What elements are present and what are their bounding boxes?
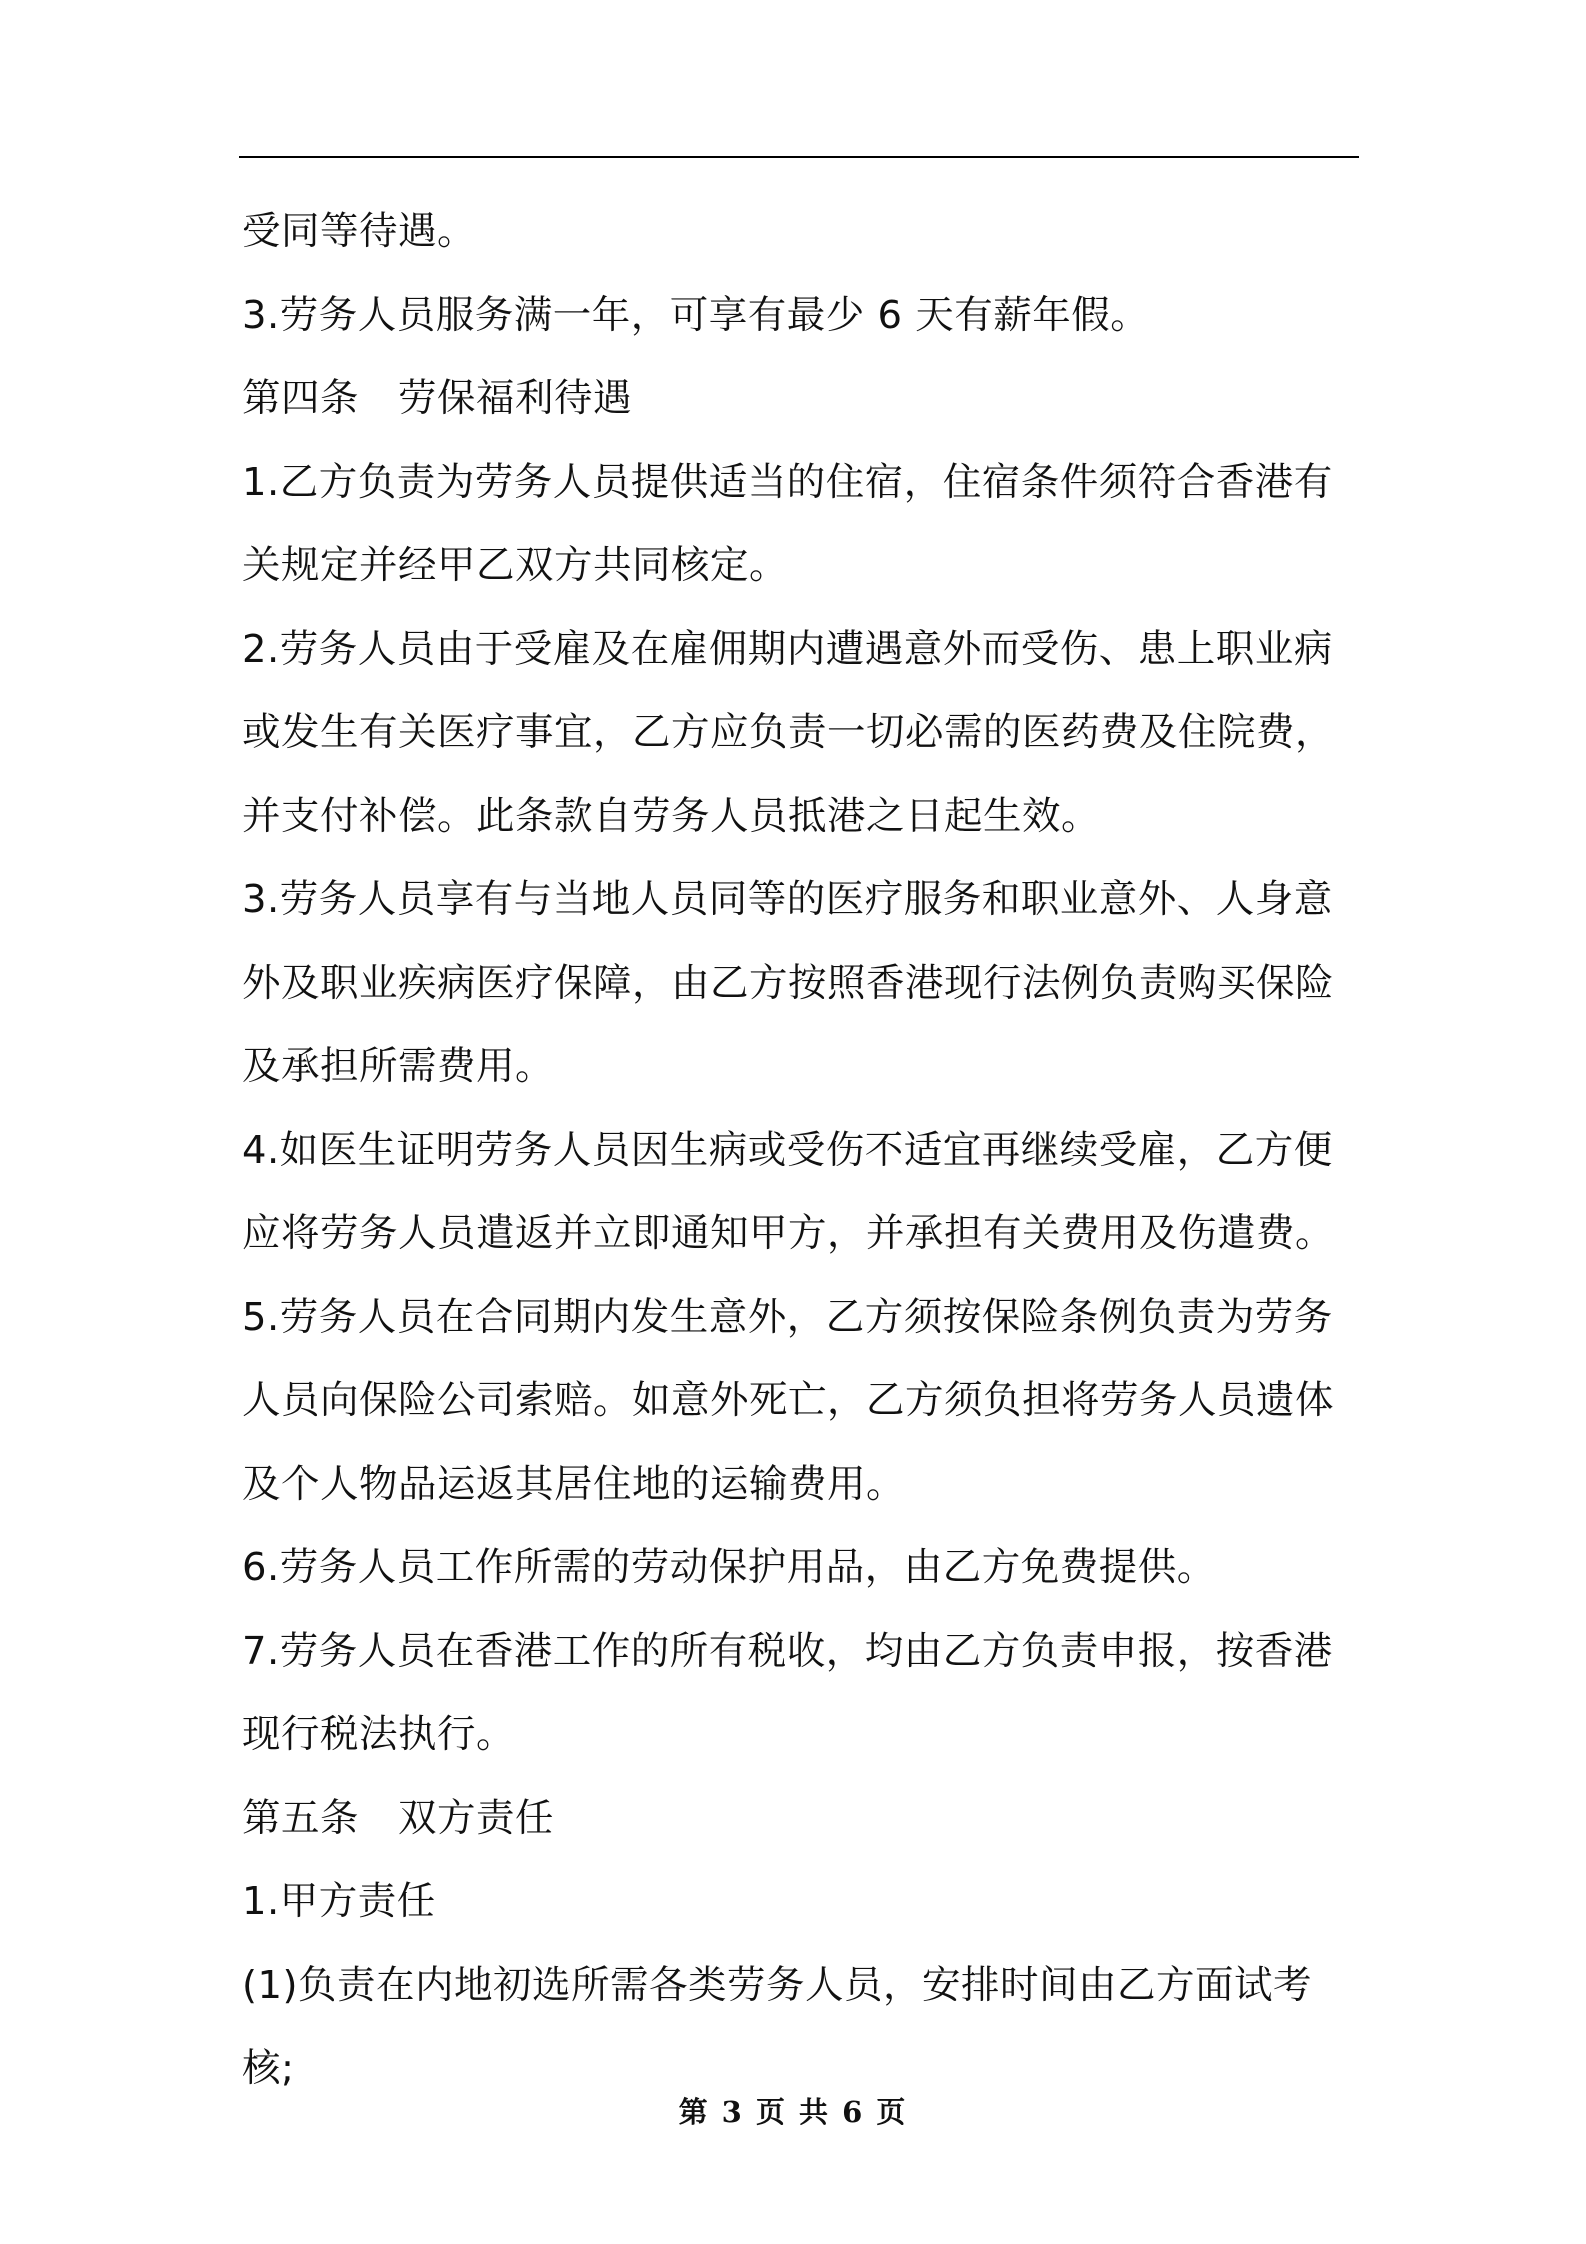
article-5-party-a-heading: 1.甲方责任	[242, 1879, 436, 1924]
article-4-item-5: 5.劳务人员在合同期内发生意外，乙方须按保险条例负责为劳务人员向保险公司索赔。如意外死亡，乙方须负担将劳务人员遗体及个人物品运返其居住地的运输费用。	[242, 1294, 1335, 1507]
article-4-item-2: 2.劳务人员由于受雇及在雇佣期内遭遇意外而受伤、患上职业病或发生有关医疗事宜，乙方应负责一切必需的医药费及住院费，并支付补偿。此条款自劳务人员抵港之日起生效。	[242, 626, 1335, 839]
header-rule	[239, 156, 1359, 158]
article-4-item-3: 3.劳务人员享有与当地人员同等的医疗服务和职业意外、人身意外及职业疾病医疗保障，由乙方按照香港现行法例负责购买保险及承担所需费用。	[242, 877, 1335, 1089]
paragraph-annual-leave: 3.劳务人员服务满一年，可享有最少 6 天有薪年假。	[242, 292, 1150, 338]
article-4-item-1: 1.乙方负责为劳务人员提供适当的住宿，住宿条件须符合香港有关规定并经甲乙双方共同核定。	[242, 459, 1333, 588]
contract-body	[242, 190, 1362, 2111]
article-4-item-6: 6.劳务人员工作所需的劳动保护用品，由乙方免费提供。	[242, 1545, 1216, 1590]
page-number-footer: 第 3 页 共 6 页	[678, 2095, 908, 2129]
article-4-item-4: 4.如医生证明劳务人员因生病或受伤不适宜再继续受雇，乙方便应将劳务人员遣返并立即通知甲方，并承担有关费用及伤遣费。	[242, 1127, 1335, 1256]
article-5-party-a-item-1: (1)负责在内地初选所需各类劳务人员，安排时间由乙方面试考核;	[242, 1962, 1313, 2091]
article-5-heading: 第五条 双方责任	[242, 1795, 555, 1841]
paragraph-continuation: 受同等待遇。	[242, 209, 477, 254]
article-4-heading: 第四条 劳保福利待遇	[242, 376, 633, 421]
article-4-item-7: 7.劳务人员在香港工作的所有税收，均由乙方负责申报，按香港现行税法执行。	[242, 1628, 1333, 1757]
